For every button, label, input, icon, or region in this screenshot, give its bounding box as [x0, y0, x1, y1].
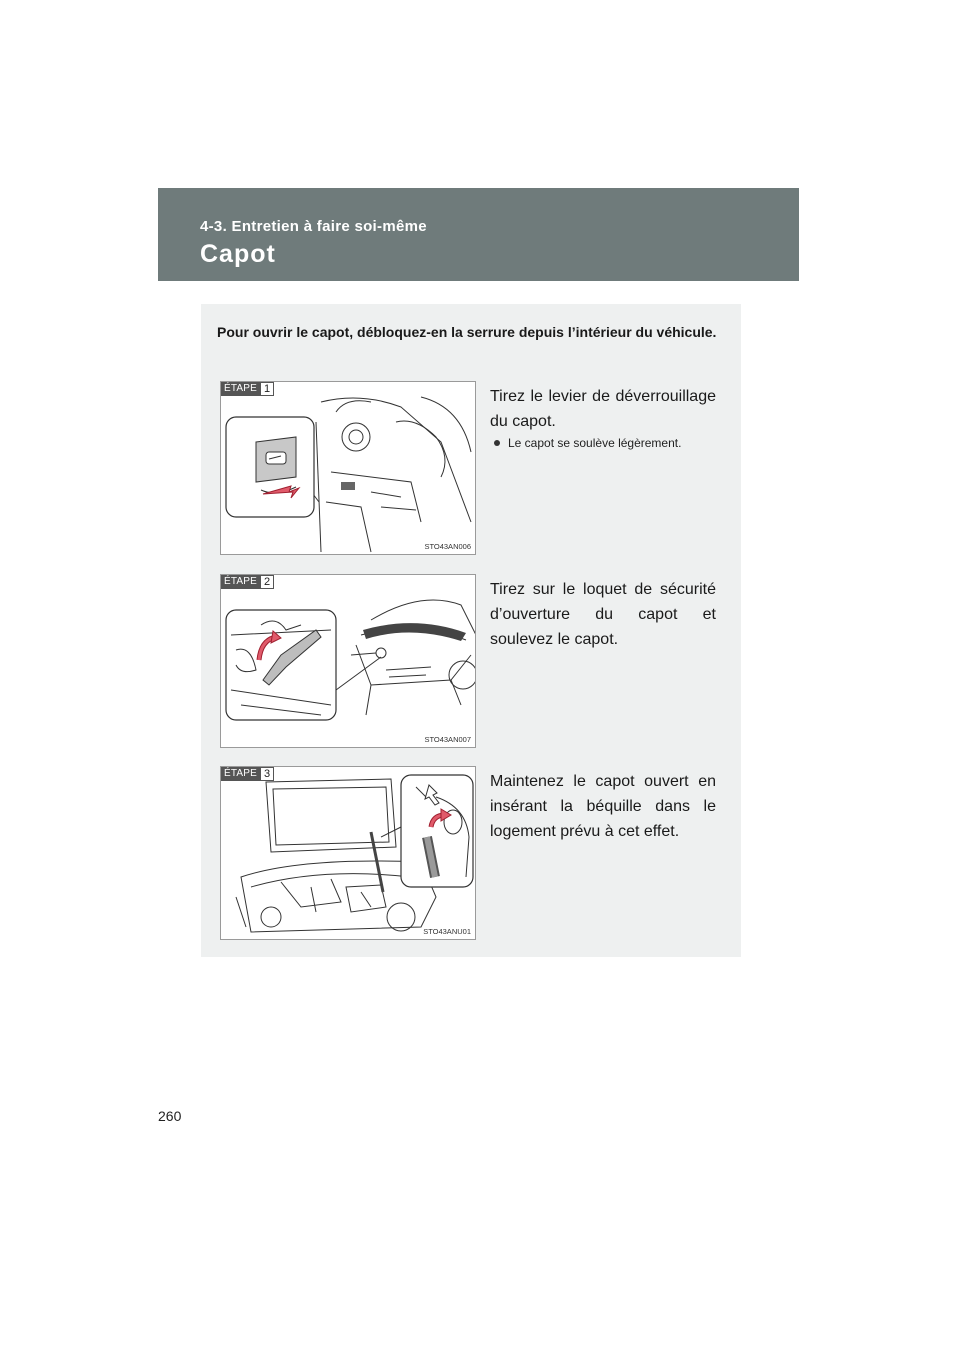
page-title: Capot: [200, 240, 276, 268]
step-badge-label: ÉTAPE: [221, 767, 260, 781]
safety-catch-illustration: [221, 575, 476, 748]
intro-text: Pour ouvrir le capot, débloquez-en la serrure depuis l’intérieur du véhicule.: [217, 324, 717, 340]
step-badge: [221, 575, 274, 589]
step-badge: [221, 767, 274, 781]
figure-code: STO43AN006: [424, 542, 471, 551]
chapter-header: [158, 188, 799, 281]
hood-release-lever-illustration: [221, 382, 476, 555]
step-badge-label: ÉTAPE: [221, 575, 260, 589]
step-badge-label: ÉTAPE: [221, 382, 260, 396]
step-3-figure: [220, 766, 476, 940]
step-badge: [221, 382, 274, 396]
step-1-figure: [220, 381, 476, 555]
figure-code: STO43ANU01: [423, 927, 471, 936]
step-1-note: Le capot se soulève légèrement.: [508, 434, 716, 453]
step-1-instruction: Tirez le levier de déverrouillage du capot.: [490, 388, 716, 430]
step-badge-number: 2: [260, 575, 274, 589]
content-panel: [201, 304, 741, 957]
step-badge-number: 1: [260, 382, 274, 396]
step-2-figure: [220, 574, 476, 748]
hood-support-rod-illustration: [221, 767, 476, 940]
step-3-instruction: Maintenez le capot ouvert en insérant la béquille dans le logement prévu à cet effet.: [490, 773, 716, 840]
step-2-instruction: Tirez sur le loquet de sécurité d’ouverture du capot et soulevez le capot.: [490, 581, 716, 648]
figure-code: STO43AN007: [424, 735, 471, 744]
section-title: 4-3. Entretien à faire soi-même: [200, 218, 427, 235]
page-number: 260: [158, 1108, 182, 1124]
step-badge-number: 3: [260, 767, 274, 781]
